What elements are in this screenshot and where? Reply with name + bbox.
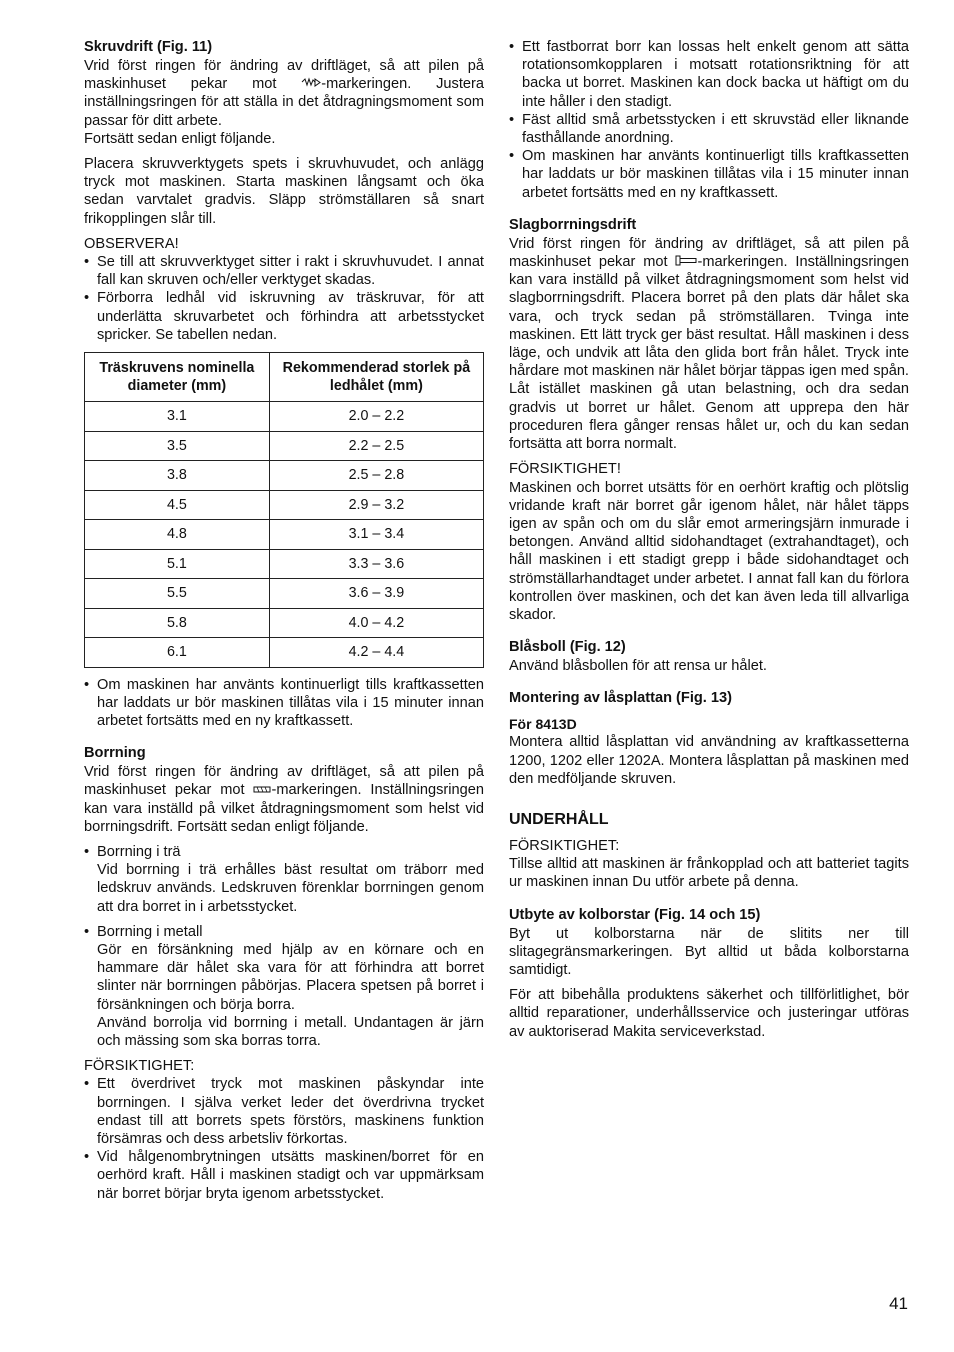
section-heading-montering: Montering av låsplattan (Fig. 13) <box>509 690 732 707</box>
section-heading-slagborrning: Slagborrningsdrift <box>509 216 637 233</box>
list-item: • Ett överdrivet tryck mot maskinen påskyndar inte borrningen. I själva verket leder det överdrivna trycket endast till att borrets spets förstörs, maskinens funktion försämras och dess arbetsliv förkortas. <box>84 1075 484 1148</box>
kolborstar-paragraph-2: För att bibehålla produktens säkerhet och tillförlitlighet, bör alltid reparationer, underhållsservice och justeringar utföras av auktoriserad Makita serviceverkstad. <box>509 987 909 1040</box>
drilling-tips-list <box>509 38 909 202</box>
table-row <box>85 461 484 491</box>
section-heading-blasboll: Blåsboll (Fig. 12) <box>509 639 626 656</box>
list-item: • Se till att skruvverktyget sitter i rakt i skruvhuvudet. I annat fall kan skruven och/eller verktyget skadas. <box>84 253 484 289</box>
table-cell: 4.5 <box>85 490 270 520</box>
list-item: • Om maskinen har använts kontinuerligt tills kraftkassetten har laddats ur bör maskinen tillåtas vila i 15 minuter innan arbetet fortsätts med en ny kraftkassett. <box>509 147 909 202</box>
table-cell: 2.2 – 2.5 <box>269 431 483 461</box>
list-item: • Om maskinen har använts kontinuerligt tills kraftkassetten har laddats ur bör maskinen tillåtas vila i 15 minuter innan arbetet fortsätts med en ny kraftkassett. <box>84 676 484 731</box>
list-item <box>84 843 484 916</box>
borrning-metall-list <box>84 923 484 1050</box>
table-row <box>85 549 484 579</box>
table-cell: 3.6 – 3.9 <box>269 579 483 609</box>
forsiktighet-list <box>84 1075 484 1202</box>
table-row <box>85 490 484 520</box>
underhall-forsiktighet-label: FÖRSIKTIGHET: <box>509 837 620 854</box>
table-row <box>85 638 484 668</box>
table-cell: 4.0 – 4.2 <box>269 608 483 638</box>
table-cell: 2.9 – 3.2 <box>269 490 483 520</box>
section-heading-underhall: UNDERHÅLL <box>509 810 609 828</box>
montering-text: Montera alltid låsplattan vid användning av kraftkassetterna 1200, 1202 eller 1202A. Montera låsplattan på maskinen med den medföljande skruven. <box>509 734 909 787</box>
table-cell: 5.8 <box>85 608 270 638</box>
underhall-text: Tillse alltid att maskinen är frånkopplad och att batteriet tagits ur maskinen innan Du utför arbete på denna. <box>509 856 909 891</box>
list-item: • Ett fastborrat borr kan lossas helt enkelt genom att sätta rotationsomkopplaren i motsatt rotationsriktning för att backa ut borret. Maskinen kan dock backa ut häftigt om du inte håller i den stadigt. <box>509 38 909 111</box>
after-table-list <box>84 676 484 731</box>
section-heading-skruvdrift: Skruvdrift (Fig. 11) <box>84 39 213 55</box>
slagborrning-forsiktighet-label: FÖRSIKTIGHET! <box>509 461 621 478</box>
table-header-row <box>85 353 484 402</box>
slagborrning-paragraph-1: Vrid först ringen för ändring av driftläget, så att pilen på maskinhuset pekar mot -markeringen. Inställningsringen kan vara inställd på vilket åtdragningsmoment som helst vid slagborrningsdrift. Placera borret på den plats där hålet ska vara, och tryck sedan på strömställaren. Tvinga inte maskinen. Ett lätt tryck ger bäst resultat. Håll maskinen i dess läge, och undvik att låta den glida bort från hålet. Tryck inte hårdare mot maskinen när hålet börjar täppas igen med spån. Låt istället maskinen gå utan belastning, och dra sedan gradvis ut borret ur hålet. Genom att upprepa den här proceduren flera gånger rensas hålet ur, och du kan sedan fortsätta att borra normalt. <box>509 235 909 453</box>
table-header-cell: Rekommenderad storlek på ledhålet (mm) <box>269 353 483 402</box>
screwdriving-mode-icon <box>301 75 321 93</box>
table-cell: 3.1 <box>85 402 270 432</box>
borrning-metall-title: • Borrning i metall <box>97 923 203 940</box>
table-cell: 6.1 <box>85 638 270 668</box>
list-item: • Fäst alltid små arbetsstycken i ett skruvstäd eller liknande fasthållande anordning. <box>509 111 909 147</box>
table-cell: 4.2 – 4.4 <box>269 638 483 668</box>
table-row <box>85 608 484 638</box>
page-number: 41 <box>889 1294 908 1313</box>
table-row <box>85 431 484 461</box>
table-cell: 5.1 <box>85 549 270 579</box>
pilot-hole-table <box>84 352 484 668</box>
borrning-tra-title: • Borrning i trä <box>97 844 181 861</box>
table-cell: 2.5 – 2.8 <box>269 461 483 491</box>
table-cell: 3.1 – 3.4 <box>269 520 483 550</box>
table-header-cell: Träskruvens nominella diameter (mm) <box>85 353 270 402</box>
slagborrning-paragraph-2: Maskinen och borret utsätts för en oerhört kraftig och plötslig vridande kraft när borret går igenom hålet, när hålet täpps igen av spån och om du slår emot armeringsjärn inmurade i betongen. Använd alltid sidohandtaget (extrahandtaget), och håll maskinen i ett stadigt grepp i både sidohandtaget och strömställarhandtaget under arbetet. I annat fall kan du förlora kontrollen över maskinen, och det kan även leda till allvarliga skador. <box>509 479 909 623</box>
table-cell: 2.0 – 2.2 <box>269 402 483 432</box>
table-row <box>85 402 484 432</box>
list-item: • Förborra ledhål vid iskruvning av träskruvar, för att underlätta skruvarbetet och förhindra att arbetsstycket spricker. Se tabellen nedan. <box>84 289 484 344</box>
borrning-paragraph-1: Vrid först ringen för ändring av driftläget, så att pilen på maskinhuset pekar mot -markeringen. Inställningsringen kan vara inställd på vilket åtdragningsmoment som helst vid borrningsdrift. Fortsätt sedan enligt följande. <box>84 764 484 835</box>
list-item <box>84 923 484 1050</box>
drill-bit-mode-icon <box>253 781 271 799</box>
table-cell: 3.3 – 3.6 <box>269 549 483 579</box>
list-item: • Vid hålgenombrytningen utsätts maskinen/borret för en oerhörd kraft. Håll i maskinen stadigt och var uppmärksam när borret börjar bryta igenom arbetsstycket. <box>84 1148 484 1203</box>
table-row <box>85 520 484 550</box>
hammer-drill-mode-icon <box>675 253 697 271</box>
skruvdrift-paragraph-1: Vrid först ringen för ändring av driftläget, så att pilen på maskinhuset pekar mot -markeringen. Justera inställningsringen för att ställa in det åtdragningsmoment som passar för ditt arbete. <box>84 58 484 129</box>
forsiktighet-label: FÖRSIKTIGHET: <box>84 1058 195 1075</box>
skruvdrift-paragraph-2: Placera skruvverktygets spets i skruvhuvudet, och anlägg tryck mot maskinen. Starta maskinen långsamt och öka sedan varvtalet gradvis. Släpp strömställaren så snart frikopplingen slår till. <box>84 156 484 227</box>
borrning-metall-text-1: Gör en försänkning med hjälp av en körnare och en hammare där hålet ska vara för att förhindra att borret slinter när borrningen påbörjas. Placera spetsen på borret i försänkningen och börja borra. <box>97 942 484 1013</box>
borrning-tra-text: Vid borrning i trä erhålles bäst resultat om träborr med ledskruv används. Ledskruven förenklar borrningen genom att dra borret in i arbetsstycket. <box>97 862 484 915</box>
section-heading-borrning: Borrning <box>84 745 146 762</box>
borrning-tra-list <box>84 843 484 916</box>
table-row <box>85 579 484 609</box>
table-cell: 5.5 <box>85 579 270 609</box>
blasboll-text: Använd blåsbollen för att rensa ur hålet. <box>509 658 767 675</box>
left-column <box>84 38 484 1203</box>
borrning-metall-text-2: Använd borrolja vid borrning i metall. Undantagen är järn och mässing som ska borras torra. <box>97 1014 484 1050</box>
observera-label: OBSERVERA! <box>84 235 179 252</box>
montering-subheading: För 8413D <box>509 716 577 733</box>
right-column <box>509 38 909 1041</box>
table-cell: 3.8 <box>85 461 270 491</box>
table-cell: 3.5 <box>85 431 270 461</box>
kolborstar-paragraph-1: Byt ut kolborstarna när de slitits ner till slitagegränsmarkeringen. Byt alltid ut båda kolborstarna samtidigt. <box>509 925 909 978</box>
section-heading-kolborstar: Utbyte av kolborstar (Fig. 14 och 15) <box>509 906 761 923</box>
skruvdrift-paragraph-1c: Fortsätt sedan enligt följande. <box>84 130 276 147</box>
observera-list <box>84 253 484 344</box>
table-cell: 4.8 <box>85 520 270 550</box>
